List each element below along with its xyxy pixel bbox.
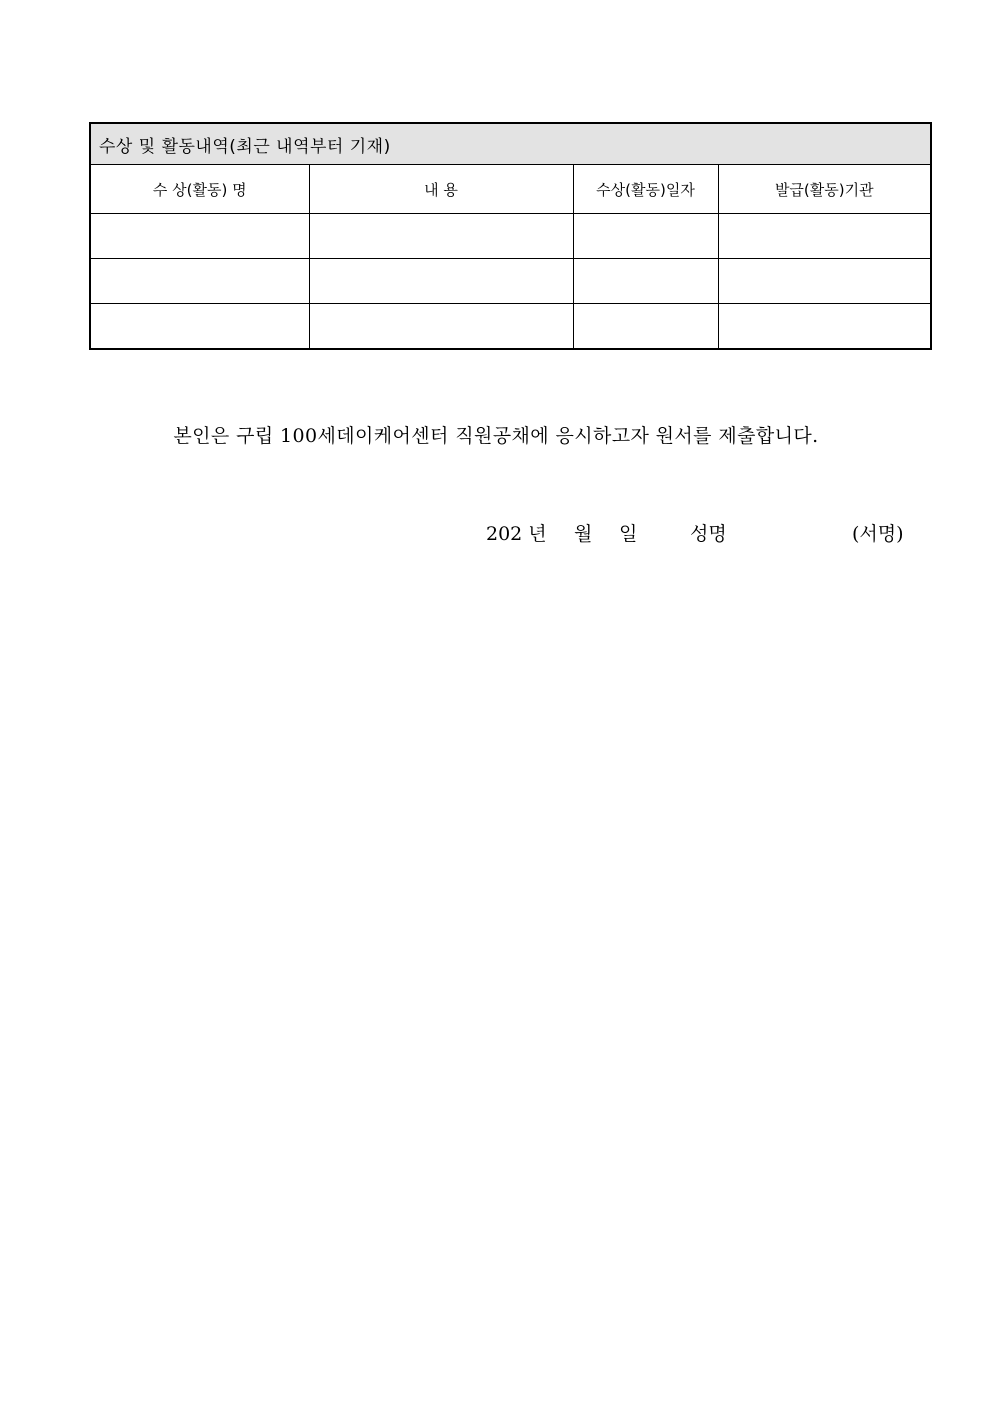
signature-label[interactable]: (서명) [852,523,904,545]
column-header-content: 내 용 [309,165,573,214]
table-row [90,304,931,350]
month-label: 월 [574,523,593,545]
cell-award-name[interactable] [90,214,309,259]
cell-date[interactable] [573,214,718,259]
statement-text: 본인은 구립 100세데이케어센터 직원공채에 응시하고자 원서를 제출합니다. [173,425,819,447]
cell-content[interactable] [309,214,573,259]
day-label: 일 [619,523,638,545]
cell-content[interactable] [309,304,573,350]
cell-date[interactable] [573,304,718,350]
cell-issuer[interactable] [718,214,931,259]
cell-date[interactable] [573,259,718,304]
table-row [90,214,931,259]
cell-content[interactable] [309,259,573,304]
column-header-date: 수상(활동)일자 [573,165,718,214]
name-label: 성명 [690,523,727,545]
column-header-award-name: 수 상(활동) 명 [90,165,309,214]
cell-award-name[interactable] [90,259,309,304]
section-title: 수상 및 활동내역(최근 내역부터 기재) [90,123,931,165]
cell-award-name[interactable] [90,304,309,350]
table-row [90,259,931,304]
cell-issuer[interactable] [718,259,931,304]
cell-issuer[interactable] [718,304,931,350]
awards-activities-table [89,122,932,350]
column-header-issuer: 발급(활동)기관 [718,165,931,214]
application-statement [0,421,992,448]
year-label: 202 년 [486,523,547,545]
signature-line [0,519,992,549]
